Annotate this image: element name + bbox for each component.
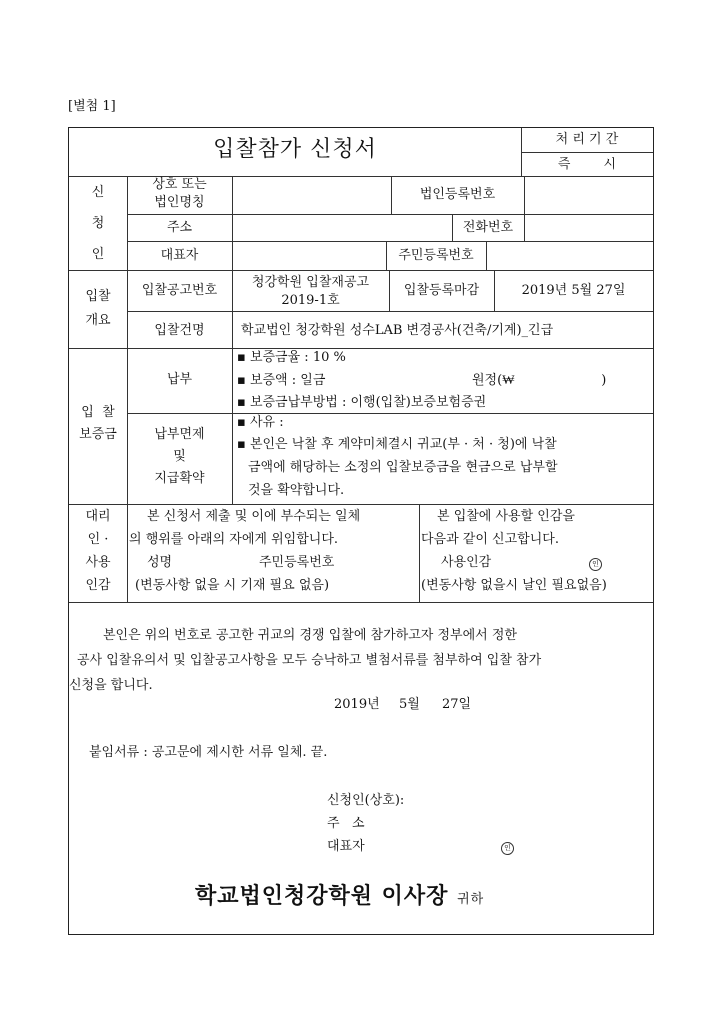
applicant-section-char: 인: [91, 247, 105, 262]
payment-label: 납부: [166, 372, 193, 387]
attachment-label: [별첨 1]: [68, 99, 116, 114]
deposit-amount: ▪ 보증액 : 일금: [237, 373, 326, 388]
signer-address-label: 주 소: [327, 816, 365, 831]
recipient-name: 학교법인청강학원 이사장: [195, 883, 449, 909]
date-day: 27일: [442, 697, 472, 712]
declaration-text: 신청을 합니다.: [69, 678, 153, 693]
registration-deadline-value: 2019년 5월 27일: [521, 283, 626, 298]
seal-note: (변동사항 없을시 날인 필요없음): [421, 578, 607, 593]
signer-seal: [501, 840, 514, 855]
exemption-label: 납부면제: [154, 427, 205, 442]
declaration-text: 본인은 위의 번호로 공고한 귀교의 경쟁 입찰에 참가하고자 정부에서 정한: [103, 628, 517, 643]
bid-overview-section: 개요: [85, 313, 111, 328]
address-label: 주소: [166, 220, 193, 235]
proxy-section: 대리: [85, 509, 111, 524]
representative-label: 대표자: [160, 248, 199, 263]
application-form: [68, 127, 654, 935]
bid-deposit-section: 보증금: [79, 427, 117, 442]
notice-number-value: 2019-1호: [281, 293, 340, 308]
resident-reg-number-label: 주민등록번호: [398, 248, 474, 263]
seal-declaration-text: 다음과 같이 신고합니다.: [421, 532, 559, 547]
form-title: 입찰참가 신청서: [213, 137, 377, 162]
proxy-section: 사용: [85, 555, 111, 570]
bid-overview-section: 입찰: [85, 289, 111, 304]
processing-period-label: 처 리 기 간: [555, 132, 619, 147]
proxy-section: 인 ·: [87, 532, 109, 547]
bid-case-label: 입찰건명: [154, 323, 205, 338]
applicant-section-char: 신: [91, 185, 105, 200]
exemption-label: 및: [173, 449, 186, 464]
bid-case-value: 학교법인 청강학원 성수LAB 변경공사(건축/기계)_긴급: [241, 323, 554, 338]
bid-deposit-section: 입 찰: [81, 405, 115, 420]
signer-applicant-label: 신청인(상호):: [327, 793, 405, 808]
seal-declaration-text: 본 입찰에 사용할 인감을: [437, 509, 575, 524]
notice-number-value: 청강학원 입찰재공고: [251, 275, 370, 290]
deposit-amount-won: 원정(₩ ): [472, 373, 607, 388]
processing-period-value: 즉 시: [557, 157, 617, 172]
exemption-label: 지급확약: [154, 471, 205, 486]
signer-seal-icon: 인: [501, 842, 514, 855]
proxy-delegation-text: 의 행위를 아래의 자에게 위임합니다.: [129, 532, 339, 547]
pledge-text: 것을 확약합니다.: [248, 483, 345, 498]
proxy-name-label: 성명: [147, 555, 173, 570]
declaration-text: 공사 입찰유의서 및 입찰공고사항을 모두 승낙하고 별첨서류를 첨부하여 입찰 참가: [77, 653, 542, 668]
seal-mark: [589, 556, 602, 571]
phone-label: 전화번호: [462, 220, 514, 235]
proxy-section: 인감: [85, 578, 111, 593]
date-month: 5월: [399, 697, 420, 712]
proxy-resident-label: 주민등록번호: [259, 555, 335, 570]
applicant-section-char: 청: [91, 216, 105, 231]
company-name-label: 상호 또는: [152, 177, 207, 192]
seal-mark-icon: 인: [589, 558, 602, 571]
pledge-text: 금액에 해당하는 소정의 입찰보증금을 현금으로 납부할: [248, 460, 558, 475]
notice-number-label: 입찰공고번호: [141, 283, 218, 298]
date-year: 2019년: [334, 697, 380, 712]
pledge-text: ▪ 본인은 낙찰 후 계약미체결시 귀교(부 · 처 · 청)에 낙찰: [237, 437, 557, 452]
attachments-note: 붙임서류 : 공고문에 제시한 서류 일체. 끝.: [89, 745, 328, 760]
company-name-label: 법인명칭: [154, 195, 205, 210]
deposit-rate: ▪ 보증금율 : 10 %: [237, 350, 346, 365]
registration-deadline-label: 입찰등록마감: [403, 283, 480, 298]
corp-reg-number-label: 법인등록번호: [419, 187, 496, 202]
proxy-note: (변동사항 없을 시 기재 필요 없음): [135, 578, 330, 593]
recipient: [195, 885, 484, 907]
signer-representative-label: 대표자: [327, 839, 365, 854]
proxy-delegation-text: 본 신청서 제출 및 이에 부수되는 일체: [147, 509, 361, 524]
recipient-suffix: 귀하: [457, 892, 485, 907]
deposit-payment-method: ▪ 보증금납부방법 : 이행(입찰)보증보험증권: [237, 395, 487, 410]
seal-label: 사용인감: [441, 555, 492, 570]
exemption-reason: ▪ 사유 :: [237, 415, 284, 430]
